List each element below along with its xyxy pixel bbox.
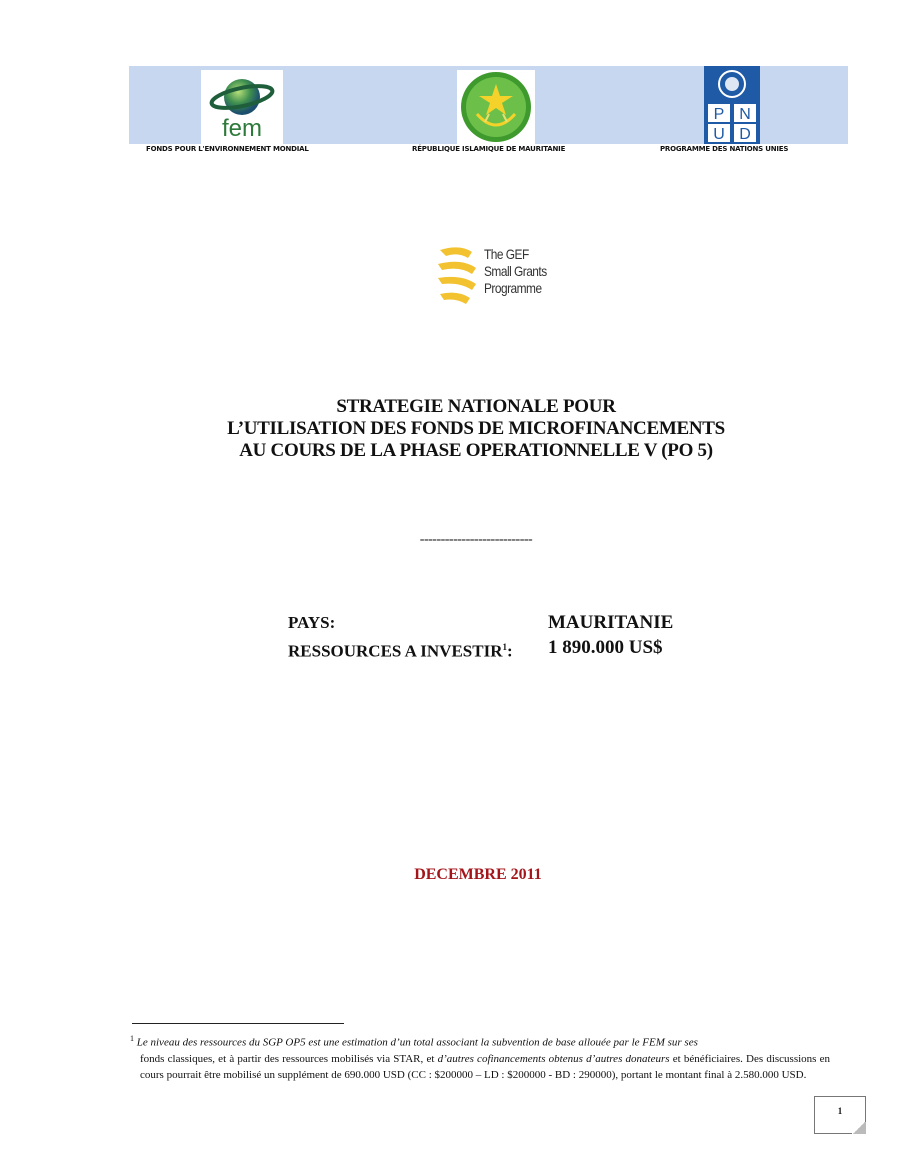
title-line-3: AU COURS DE LA PHASE OPERATIONNELLE V (PO 5) bbox=[239, 440, 713, 461]
footnote-ref[interactable]: 1 bbox=[502, 642, 507, 652]
page-curl-icon bbox=[852, 1122, 866, 1134]
sgp-line-1: The GEF bbox=[484, 246, 529, 262]
footnote-line-2b: d’autres cofinancements obtenus d’autres donateurs bbox=[437, 1052, 670, 1065]
sgp-mark-icon bbox=[432, 244, 482, 306]
country-label: PAYS: bbox=[288, 613, 336, 632]
svg-text:D: D bbox=[739, 126, 751, 143]
title-line-2: L’UTILISATION DES FONDS DE MICROFINANCEMENTS bbox=[227, 418, 725, 439]
footnote-separator bbox=[132, 1023, 344, 1024]
footnote-number: 1 bbox=[130, 1034, 134, 1043]
country-value: MAURITANIE bbox=[548, 612, 674, 633]
mauritania-caption: RÉPUBLIQUE ISLAMIQUE DE MAURITANIE bbox=[412, 145, 566, 153]
resources-label: RESSOURCES A INVESTIR$^1$: bbox=[288, 641, 513, 661]
resources-value: 1 890.000 US$ bbox=[548, 637, 663, 658]
svg-text:fem: fem bbox=[221, 115, 263, 142]
mauritania-seal-logo bbox=[457, 70, 535, 144]
fem-logo bbox=[201, 70, 283, 144]
svg-text:N: N bbox=[739, 106, 751, 123]
footnote-line-1: Le niveau des ressources du SGP OP5 est une estimation d’un total associant la subvention de base allouée par le FEM sur ses bbox=[136, 1036, 698, 1049]
document-date: DECEMBRE 2011 bbox=[414, 866, 542, 883]
footnote-line-4: BD : 290000), portant le montant final à 2.580.000 USD. bbox=[554, 1068, 807, 1081]
pnud-logo bbox=[704, 66, 760, 144]
globe-icon bbox=[201, 70, 283, 144]
sgp-line-3: Programme bbox=[484, 280, 542, 296]
footnote-line-3: bénéficiaires. Des discussions en cours pourrait être mobilisé un supplément de 690.000 USD (CC : $200000 – LD : $200000 - bbox=[140, 1052, 831, 1081]
un-emblem-icon bbox=[704, 66, 760, 144]
footnote bbox=[130, 1031, 830, 1083]
svg-text:U: U bbox=[713, 126, 725, 143]
sgp-wordmark bbox=[484, 246, 547, 297]
star-crescent-emblem-icon bbox=[457, 70, 535, 144]
pnud-caption: PROGRAMME DES NATIONS UNIES bbox=[660, 145, 789, 153]
footnote-line-2a: fonds classiques, et à partir des ressources mobilisés via STAR, et bbox=[140, 1052, 435, 1065]
sgp-logo bbox=[432, 244, 562, 306]
footnote-line-2c: et bbox=[672, 1052, 681, 1065]
svg-text:P: P bbox=[713, 106, 725, 123]
sgp-line-2: Small Grants bbox=[484, 263, 547, 279]
fem-caption: FONDS POUR L'ENVIRONNEMENT MONDIAL bbox=[146, 145, 309, 153]
page-number: 1 bbox=[837, 1106, 843, 1116]
separator: --------------------------- bbox=[419, 532, 533, 547]
document-title bbox=[0, 396, 900, 462]
title-line-1: STRATEGIE NATIONALE POUR bbox=[336, 396, 616, 417]
page-number-box bbox=[814, 1096, 866, 1134]
